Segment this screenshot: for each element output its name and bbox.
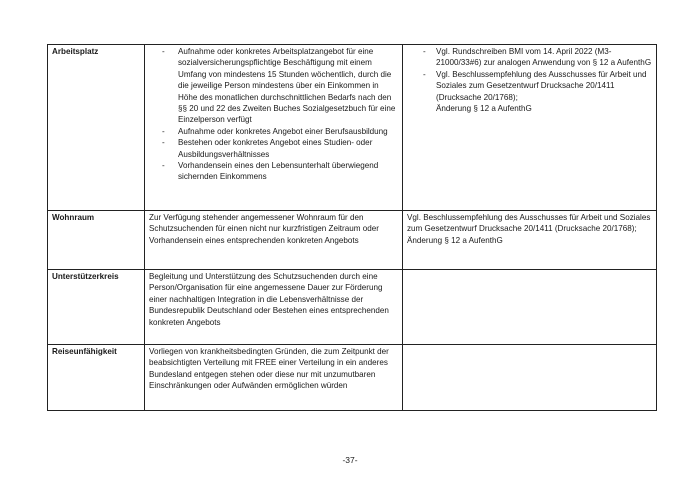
list-item: - Aufnahme oder konkretes Arbeitsplatzangebot für eine sozialversicherungspflichtige Beschäftigung mit einem Umfang von mindestens 15 Stunden wöchentlich, durch die die jeweilige Person mindestens über ein Einkommen in Höhe des monatlichen durchschnittlichen Bedarfs nach den §§ 20 und 22 des Zweiten Buches Sozialgesetzbuch für eine Einzelperson verfügt bbox=[162, 47, 396, 125]
reference-list bbox=[407, 46, 652, 114]
reference-cell bbox=[403, 45, 657, 211]
row-label: Reiseunfähigkeit bbox=[48, 345, 145, 411]
reference-cell bbox=[403, 345, 657, 411]
table-row-unterstuetzerkreis bbox=[48, 270, 657, 345]
criteria-list bbox=[149, 46, 398, 183]
description-cell: Begleitung und Unterstützung des Schutzsuchenden durch eine Person/Organisation für eine angemessene Dauer zur Förderung einer nachhaltigen Integration in die Lebensverhältnisse der Bundesrepublik Deutschland oder Bestehen eines entsprechenden konkreten Angebots bbox=[145, 270, 403, 345]
table-row-arbeitsplatz bbox=[48, 45, 657, 211]
row-label: Wohnraum bbox=[48, 211, 145, 270]
row-label: Arbeitsplatz bbox=[48, 45, 145, 211]
table-row-reiseunfaehigkeit bbox=[48, 345, 657, 411]
description-cell: Vorliegen von krankheitsbedingten Gründen, die zum Zeitpunkt der beabsichtigten Verteilung mit FREE einer Verteilung in ein anderes Bundesland entgegen stehen oder diese nur mit unzumutbaren Einschränkungen oder Aufwänden ermöglichen würden bbox=[145, 345, 403, 411]
reference-cell bbox=[403, 270, 657, 345]
list-item: - Vorhandensein eines den Lebensunterhalt überwiegend sichernden Einkommens bbox=[162, 161, 379, 182]
list-item: - Vgl. Rundschreiben BMI vom 14. April 2022 (M3-21000/33#6) zur analogen Anwendung von § 12 a AufenthG bbox=[423, 47, 652, 68]
criteria-table bbox=[47, 44, 657, 411]
description-cell: Zur Verfügung stehender angemessener Wohnraum für den Schutzsuchenden für einen nicht nur kurzfristigen Zeitraum oder Vorhandensein eines entsprechenden konkreten Angebots bbox=[145, 211, 403, 270]
row-label: Unterstützerkreis bbox=[48, 270, 145, 345]
list-item: - Aufnahme oder konkretes Angebot einer Berufsausbildung bbox=[162, 126, 388, 136]
table-row-wohnraum bbox=[48, 211, 657, 270]
page-number: -37- bbox=[342, 455, 358, 465]
reference-cell: Vgl. Beschlussempfehlung des Ausschusses für Arbeit und Soziales zum Gesetzentwurf Drucksache 20/1411 (Drucksache 20/1768); Änderung § 12 a AufenthG bbox=[403, 211, 657, 270]
criteria-cell bbox=[145, 45, 403, 211]
list-item: - Vgl. Beschlussempfehlung des Ausschusses für Arbeit und Soziales zum Gesetzentwurf Drucksache 20/1411 (Drucksache 20/1768); Änderung § 12 a AufenthG bbox=[423, 69, 647, 114]
list-item: - Bestehen oder konkretes Angebot eines Studien- oder Ausbildungsverhältnisses bbox=[162, 138, 373, 159]
